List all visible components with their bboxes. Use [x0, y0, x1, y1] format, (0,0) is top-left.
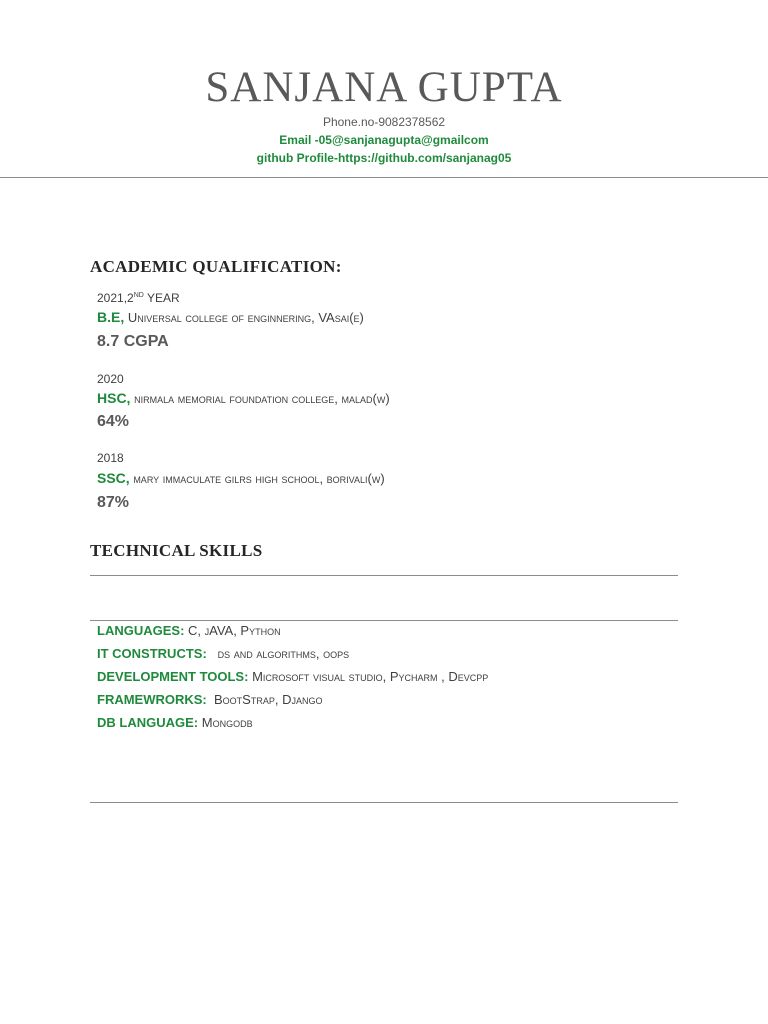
education-degree-line [97, 470, 385, 486]
phone-number: Phone.no-9082378562 [322, 115, 446, 129]
institution-name: Universal college of enginnering, VAsai(e) [127, 310, 364, 325]
candidate-name: SANJANA GUPTA [205, 64, 563, 111]
github-profile-link[interactable]: github Profile-https://github.com/sanjanag05 [256, 151, 512, 165]
skill-value: ds and algorithms, oops [217, 646, 350, 661]
academic-section-title: ACADEMIC QUALIFICATION: [90, 257, 342, 276]
skill-value: BootStrap, Django [214, 692, 323, 707]
education-degree-line [97, 390, 390, 406]
education-score: 8.7 CGPA [97, 333, 169, 350]
education-year: 2020 [97, 372, 124, 386]
institution-name: nirmala memorial foundation college, malad(w) [134, 391, 390, 406]
education-score: 64% [97, 413, 130, 430]
skill-label: IT CONSTRUCTS: [97, 646, 207, 661]
skill-row-development-tools: DEVELOPMENT TOOLS: Microsoft visual studio, Pycharm , Devcpp [97, 669, 489, 684]
section-divider [90, 620, 678, 621]
header-divider [0, 177, 768, 178]
degree-name: HSC, [97, 390, 131, 406]
skill-label: LANGUAGES [97, 623, 181, 638]
institution-name: mary immaculate gilrs high school, borivali(w) [133, 471, 385, 486]
education-year: 2018 [97, 451, 124, 465]
education-degree-line [97, 309, 364, 325]
skill-row-db-language: DB LANGUAGE: Mongodb [97, 715, 253, 730]
skill-label: DEVELOPMENT TOOLS [97, 669, 245, 684]
technical-skills-title: TECHNICAL SKILLS [90, 541, 263, 560]
degree-name: SSC, [97, 470, 130, 486]
education-year: 2021,2ND YEAR [97, 291, 180, 305]
section-divider [90, 575, 678, 576]
skill-label: DB LANGUAGE [97, 715, 194, 730]
skill-value: Microsoft visual studio, Pycharm , Devcpp [252, 669, 489, 684]
education-score: 87% [97, 494, 130, 511]
section-divider [90, 802, 678, 803]
email-address: Email -05@sanjanagupta@gmailcom [279, 133, 489, 147]
skill-label: FRAMEWRORKS: [97, 692, 207, 707]
degree-name: B.E, [97, 309, 125, 325]
skill-value: C, jAVA, Python [188, 623, 281, 638]
skill-row-languages: LANGUAGES: C, jAVA, Python [97, 623, 281, 638]
skill-row-it-constructs [97, 646, 349, 661]
skill-row-frameworks [97, 692, 322, 707]
skill-value: Mongodb [201, 715, 253, 730]
